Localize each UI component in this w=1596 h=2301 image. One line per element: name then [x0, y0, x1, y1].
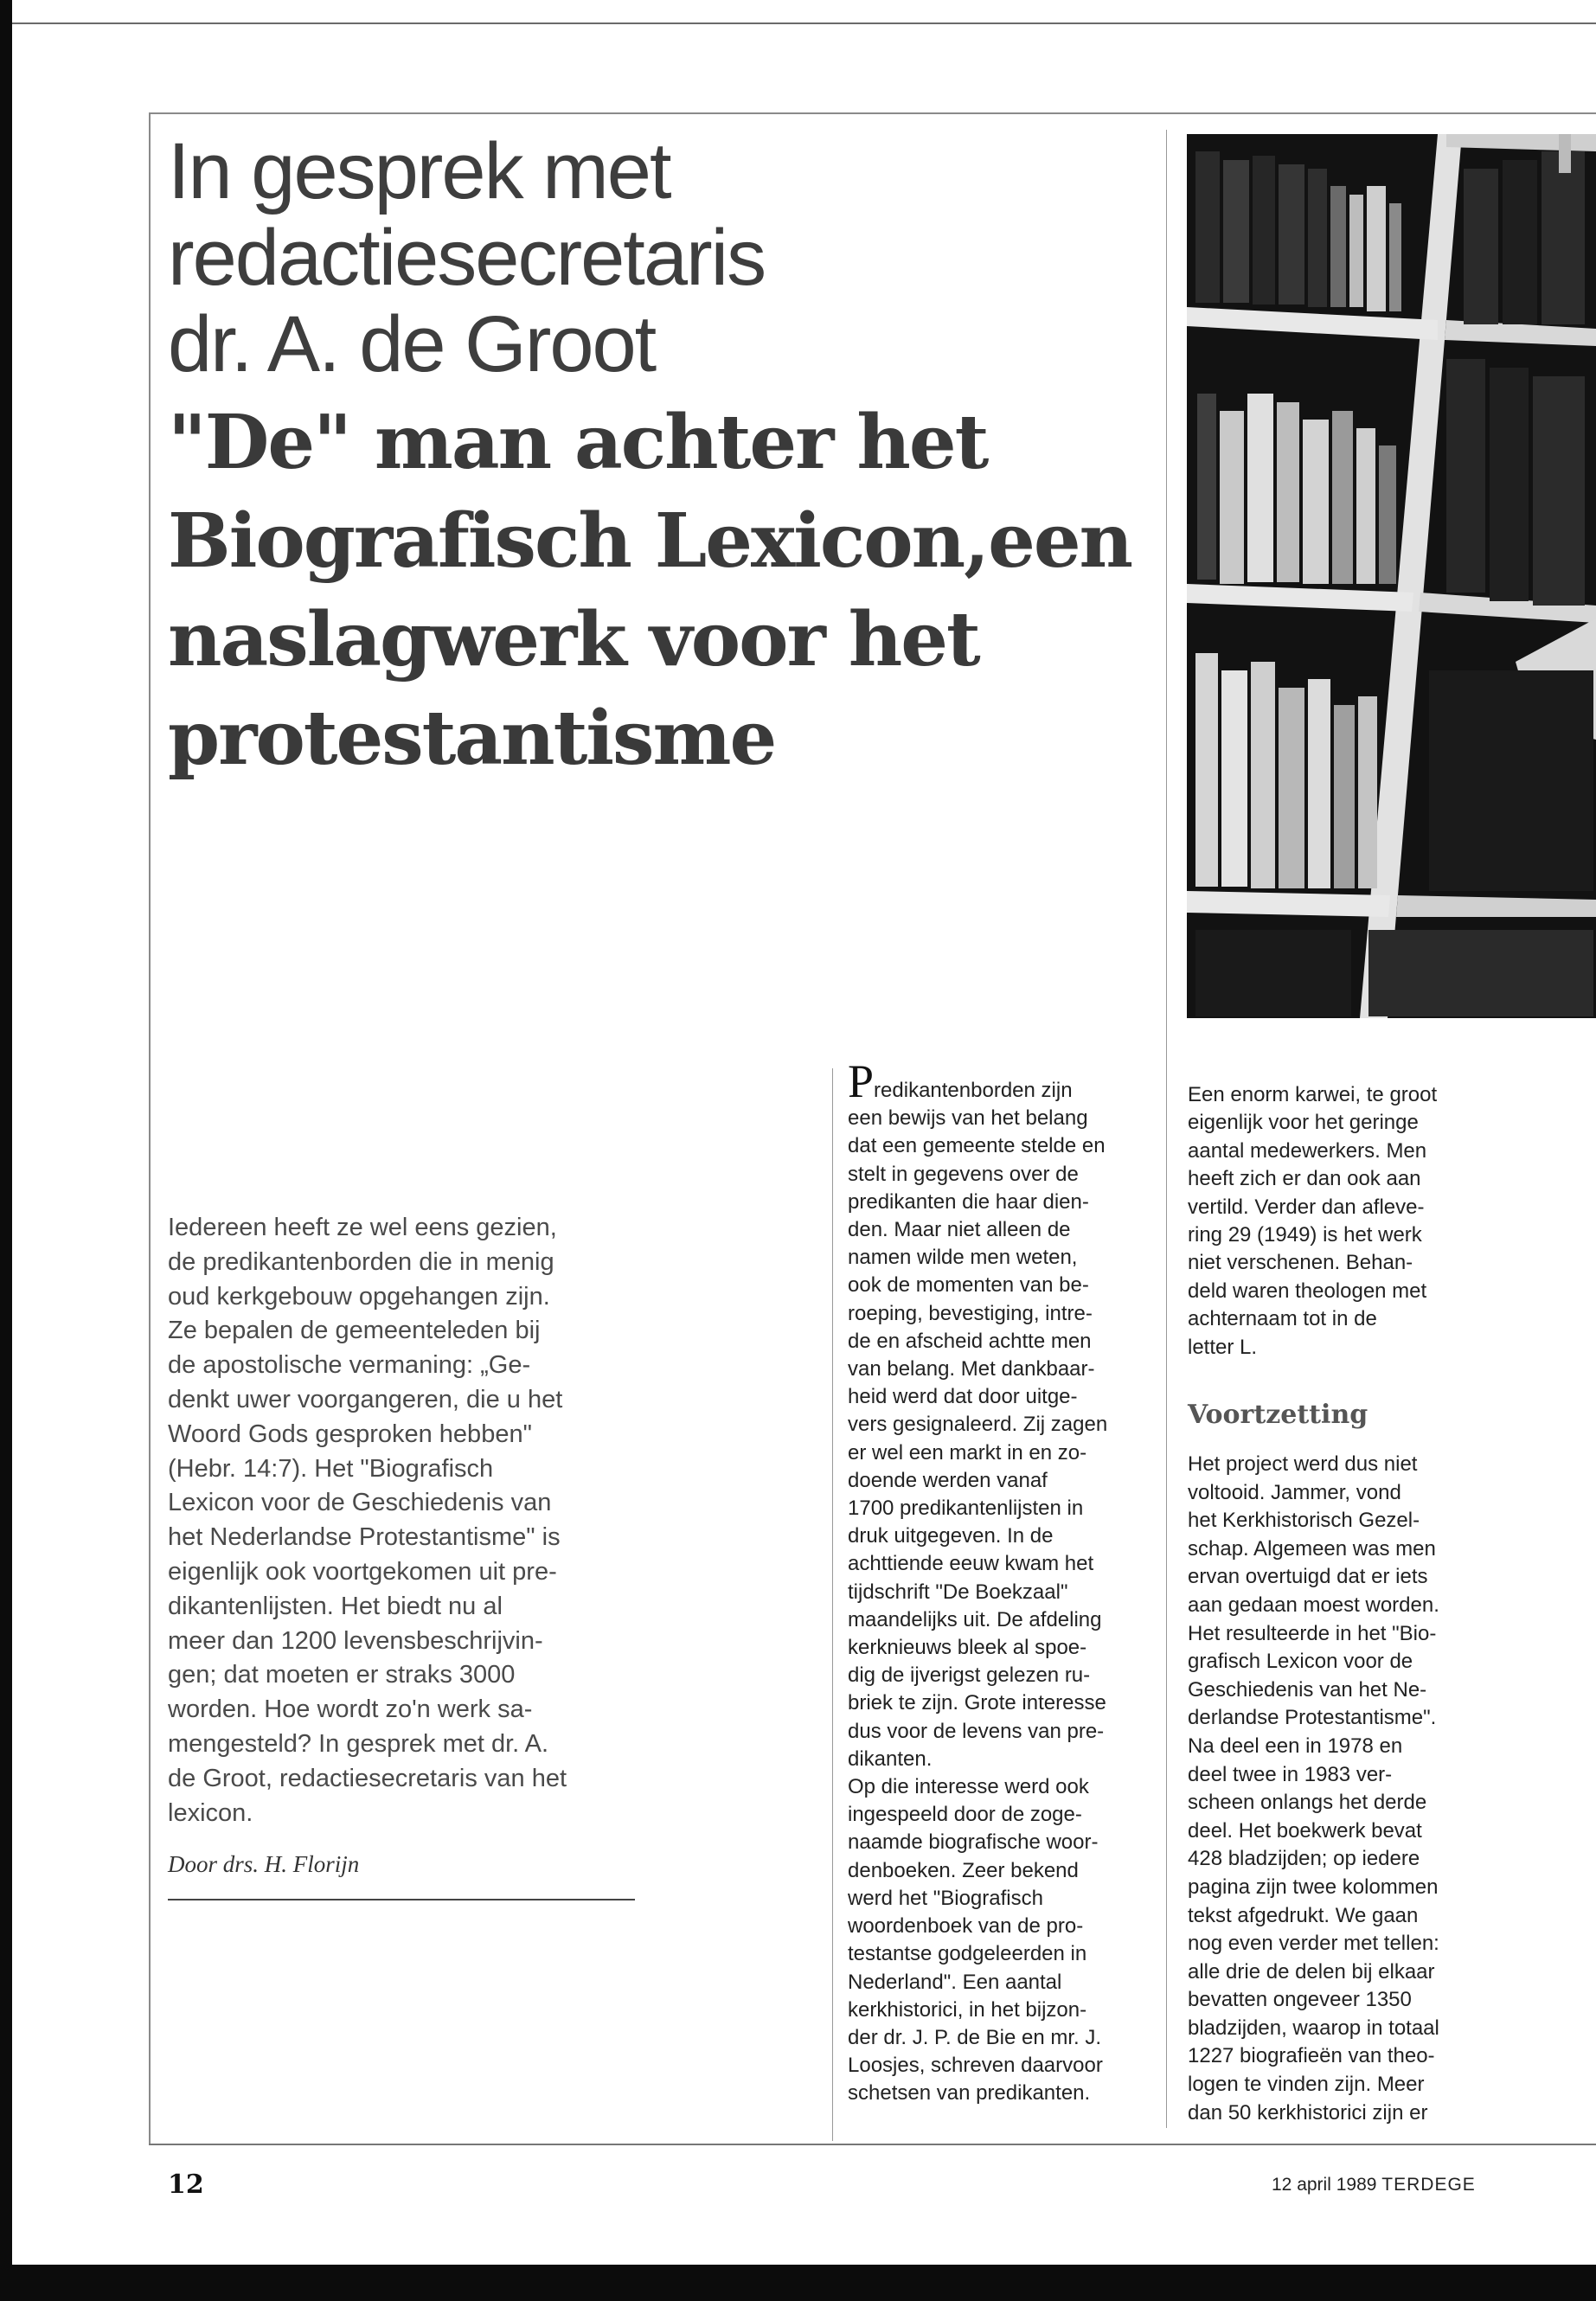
- text-line: dikantenlijsten. Het biedt nu al: [168, 1592, 503, 1620]
- article-column-2-continued: [1188, 1451, 1473, 2127]
- column-divider: [832, 1068, 833, 2141]
- text-line: scheen onlangs het derde: [1188, 1791, 1427, 1815]
- text-line: predikanten die haar dien-: [848, 1189, 1089, 1214]
- scan-border-bottom: [0, 2265, 1596, 2301]
- text-line: den. Maar niet alleen de: [848, 1218, 1071, 1242]
- text-line: Ze bepalen de gemeenteleden bij: [168, 1317, 541, 1345]
- frame-rule-top: [149, 112, 1596, 114]
- text-line: testantse godgeleerden in: [848, 1942, 1087, 1966]
- text-line: bevatten ongeveer 1350: [1188, 1988, 1412, 2012]
- text-line: voltooid. Jammer, vond: [1188, 1480, 1401, 1504]
- text-line: woordenboek van de pro-: [848, 1914, 1084, 1939]
- scan-border-left: [0, 0, 12, 2301]
- text-line: achttiende eeuw kwam het: [848, 1552, 1094, 1576]
- text-line: de predikantenborden die in menig: [168, 1247, 554, 1276]
- text-line: grafisch Lexicon voor de: [1188, 1650, 1413, 1674]
- text-line: Lexicon voor de Geschiedenis van: [168, 1489, 552, 1517]
- text-line: kerkhistorici, in het bijzon-: [848, 1997, 1087, 2022]
- magazine-name: TERDEGE: [1381, 2175, 1476, 2195]
- text-line: eigenlijk ook voortgekomen uit pre-: [168, 1557, 557, 1586]
- text-line: lexicon.: [168, 1798, 253, 1827]
- text-line: 1227 biografieën van theo-: [1188, 2044, 1435, 2068]
- issue-date-text: 12 april 1989: [1272, 2175, 1377, 2195]
- text-line: Na deel een in 1978 en: [1188, 1734, 1403, 1758]
- dropcap: P: [848, 1055, 875, 1107]
- headline-line: redactiesecretaris: [168, 214, 766, 302]
- byline-rule: [168, 1899, 635, 1900]
- text-line: redikantenborden zijn: [874, 1079, 1073, 1102]
- text-line: stelt in gegevens over de: [848, 1162, 1079, 1186]
- text-line: eigenlijk voor het geringe: [1188, 1111, 1419, 1135]
- headline-main: [168, 394, 1163, 788]
- text-line: namen wilde men weten,: [848, 1246, 1078, 1270]
- text-line: de en afscheid achtte men: [848, 1329, 1092, 1353]
- text-line: heeft zich er dan ook aan: [1188, 1167, 1421, 1191]
- text-line: roeping, bevestiging, intre-: [848, 1301, 1093, 1325]
- text-line: ring 29 (1949) is het werk: [1188, 1223, 1422, 1247]
- headline-line: naslagwerk voor het: [168, 596, 979, 683]
- bottom-rule: [149, 2144, 1596, 2145]
- text-line: ervan overtuigd dat er iets: [1188, 1565, 1428, 1589]
- text-line: deel. Het boekwerk bevat: [1188, 1818, 1422, 1843]
- text-line: naamde biografische woor-: [848, 1830, 1099, 1855]
- text-line: kerknieuws bleek al spoe-: [848, 1636, 1087, 1660]
- headline-line: In gesprek met: [168, 127, 670, 215]
- text-line: Woord Gods gesproken hebben": [168, 1420, 532, 1448]
- text-line: Loosjes, schreven daarvoor: [848, 2054, 1103, 2078]
- intro-paragraph: [168, 1211, 652, 1830]
- text-line: druk uitgegeven. In de: [848, 1524, 1054, 1548]
- text-line: deel twee in 1983 ver-: [1188, 1762, 1393, 1786]
- text-line: van belang. Met dankbaar-: [848, 1357, 1095, 1381]
- text-line: de Groot, redactiesecretaris van het: [168, 1764, 567, 1792]
- article-column-1: [848, 1055, 1151, 2108]
- text-line: een bewijs van het belang: [848, 1106, 1088, 1131]
- text-line: dikanten.: [848, 1747, 933, 1771]
- text-line: denboeken. Zeer bekend: [848, 1858, 1079, 1882]
- text-line: dat een gemeente stelde en: [848, 1134, 1106, 1158]
- text-line: deld waren theologen met: [1188, 1279, 1427, 1303]
- text-line: heid werd dat door uitge-: [848, 1385, 1078, 1409]
- text-line: oud kerkgebouw opgehangen zijn.: [168, 1282, 550, 1311]
- text-line: denkt uwer voorgangeren, die u het: [168, 1385, 563, 1413]
- text-line: werd het "Biografisch: [848, 1886, 1043, 1910]
- text-line: Geschiedenis van het Ne-: [1188, 1677, 1427, 1702]
- text-line: pagina zijn twee kolommen: [1188, 1875, 1439, 1899]
- text-line: alle drie de delen bij elkaar: [1188, 1959, 1435, 1984]
- headline-line: dr. A. de Groot: [168, 300, 656, 388]
- page-number: 12: [168, 2170, 204, 2200]
- text-line: Het project werd dus niet: [1188, 1452, 1418, 1476]
- text-line: mengesteld? In gesprek met dr. A.: [168, 1729, 549, 1758]
- text-line: tijdschrift "De Boekzaal": [848, 1580, 1068, 1604]
- text-line: dan 50 kerkhistorici zijn er: [1188, 2100, 1428, 2125]
- text-line: schap. Algemeen was men: [1188, 1536, 1436, 1561]
- text-line: dus voor de levens van pre-: [848, 1719, 1105, 1743]
- text-line: er wel een markt in en zo-: [848, 1440, 1087, 1465]
- top-rule: [12, 22, 1596, 24]
- headline-line: Biografisch Lexicon,een: [168, 497, 1132, 585]
- text-line: 1700 predikantenlijsten in: [848, 1497, 1084, 1521]
- section-heading: Voortzetting: [1188, 1400, 1368, 1430]
- text-line: schetsen van predikanten.: [848, 2081, 1091, 2106]
- text-line: vers gesignaleerd. Zij zagen: [848, 1413, 1108, 1437]
- text-line: (Hebr. 14:7). Het "Biografisch: [168, 1454, 494, 1483]
- text-line: aan gedaan moest worden.: [1188, 1593, 1439, 1617]
- text-line: gen; dat moeten er straks 3000: [168, 1661, 516, 1689]
- article-column-2: [1188, 1081, 1473, 1362]
- text-line: het Nederlandse Protestantisme" is: [168, 1523, 561, 1552]
- issue-date: [1272, 2175, 1476, 2195]
- text-line: Nederland". Een aantal: [848, 1970, 1062, 1994]
- text-line: Een enorm karwei, te groot: [1188, 1083, 1438, 1106]
- text-line: letter L.: [1188, 1335, 1258, 1359]
- text-line: logen te vinden zijn. Meer: [1188, 2073, 1425, 2097]
- text-line: bladzijden, waarop in totaal: [1188, 2016, 1439, 2040]
- text-line: achternaam tot in de: [1188, 1307, 1377, 1331]
- text-line: ingespeeld door de zoge-: [848, 1803, 1082, 1827]
- text-line: worden. Hoe wordt zo'n werk sa-: [168, 1695, 533, 1724]
- text-line: vertild. Verder dan afleve-: [1188, 1195, 1425, 1219]
- column-divider: [1166, 130, 1167, 2128]
- text-line: Iedereen heeft ze wel eens gezien,: [168, 1214, 557, 1241]
- text-line: dig de ijverigst gelezen ru-: [848, 1663, 1091, 1688]
- bookshelf-photo: [1187, 134, 1596, 1018]
- text-line: de apostolische vermaning: „Ge-: [168, 1351, 531, 1380]
- byline: Door drs. H. Florijn: [168, 1851, 360, 1877]
- text-line: maandelijks uit. De afdeling: [848, 1607, 1102, 1631]
- text-line: Op die interesse werd ook: [848, 1775, 1089, 1799]
- headline-line: protestantisme: [168, 695, 776, 782]
- headline-line: "De" man achter het: [168, 399, 988, 486]
- text-line: derlandse Protestantisme".: [1188, 1706, 1437, 1730]
- text-line: nog even verder met tellen:: [1188, 1932, 1439, 1956]
- text-line: doende werden vanaf: [848, 1468, 1048, 1492]
- text-line: niet verschenen. Behan-: [1188, 1251, 1413, 1275]
- headline-intro: [168, 128, 1119, 388]
- text-line: briek te zijn. Grote interesse: [848, 1691, 1106, 1715]
- text-line: het Kerkhistorisch Gezel-: [1188, 1509, 1420, 1533]
- text-line: tekst afgedrukt. We gaan: [1188, 1903, 1419, 1927]
- text-line: der dr. J. P. de Bie en mr. J.: [848, 2025, 1102, 2049]
- text-line: aantal medewerkers. Men: [1188, 1138, 1427, 1163]
- text-line: Het resulteerde in het "Bio-: [1188, 1621, 1437, 1645]
- text-line: meer dan 1200 levensbeschrijvin-: [168, 1626, 543, 1655]
- text-line: ook de momenten van be-: [848, 1273, 1089, 1298]
- text-line: 428 bladzijden; op iedere: [1188, 1847, 1420, 1871]
- frame-rule-left: [149, 112, 151, 2145]
